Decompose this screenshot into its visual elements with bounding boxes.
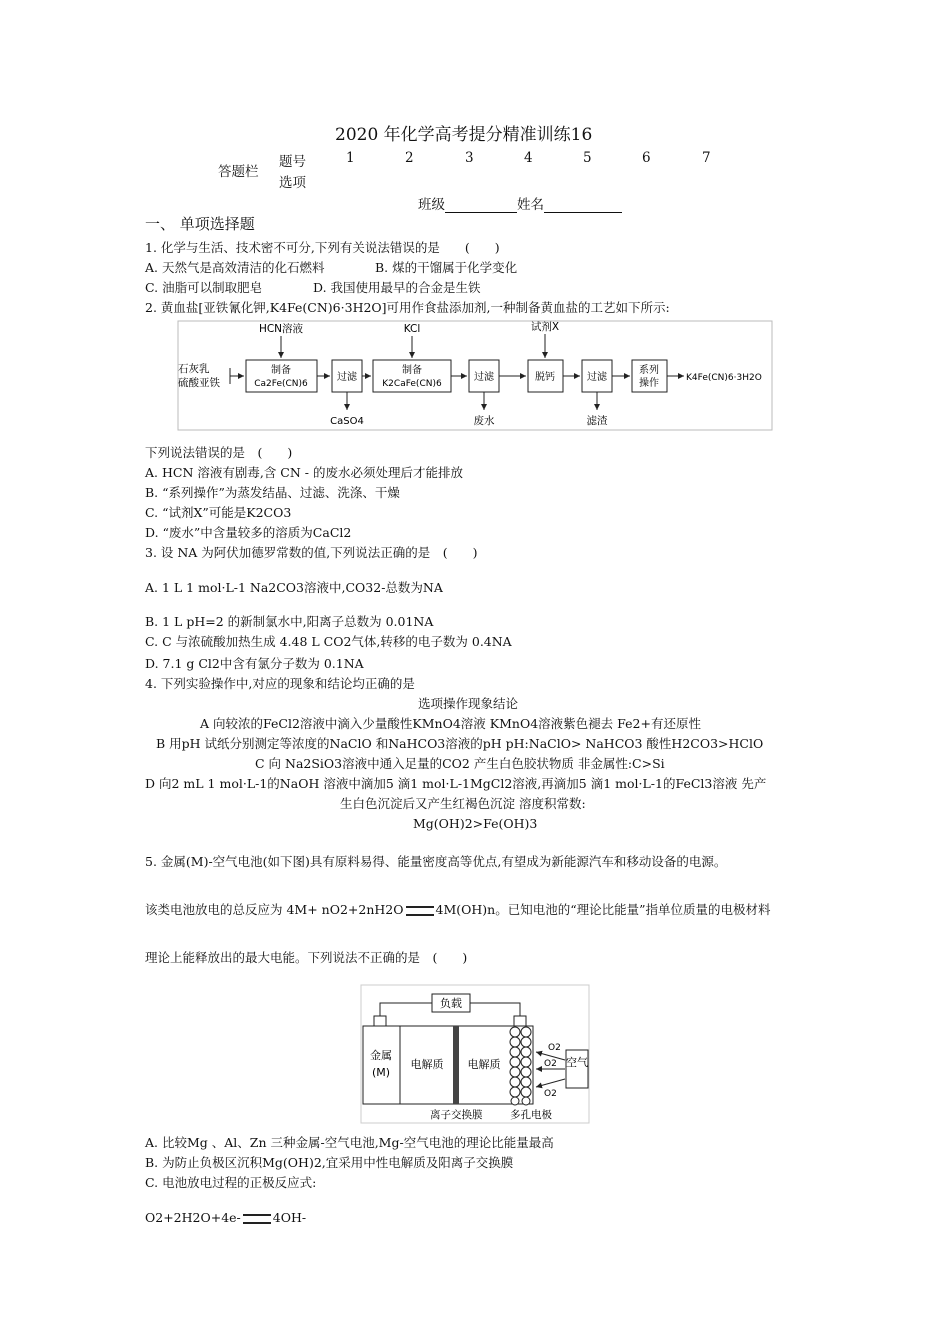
q5-reaction-left: 该类电池放电的总反应为 4M+ nO2+2nH2O [145,902,404,917]
membrane-label: 离子交换膜 [430,1109,483,1121]
q5-option-a: A. 比较Mg 、Al、Zn 三种金属-空气电池,Mg-空气电池的理论比能量最高 [145,1135,554,1150]
q3-stem: 3. 设 NA 为阿伏加德罗常数的值,下列说法正确的是 ( ) [145,545,478,560]
equals-sign-icon [243,1214,271,1224]
answer-bar-label: 答题栏 [218,164,259,180]
air-label: 空气 [566,1056,588,1069]
q2-sub-stem: 下列说法错误的是 ( ) [145,445,293,460]
box5-text: 脱钙 [535,372,555,383]
electrolyte-right: 电解质 [467,1058,501,1071]
q2-stem: 2. 黄血盐[亚铁氰化钾,K4Fe(CN)6·3H2O]可用作食盐添加剂,一种制备黄血盐的工艺如下所示: [145,300,670,315]
q4-row-d: D 向2 mL 1 mol·L-1的NaOH 溶液中滴加5 滴1 mol·L-1MgCl2溶液,再滴加5 滴1 mol·L-1的FeCl3溶液 先产 [145,776,767,791]
load-label: 负载 [440,997,462,1010]
q5-stem-line3: 理论上能释放出的最大电能。下列说法不正确的是 ( ) [145,950,468,965]
q2-option-a: A. HCN 溶液有剧毒,含 CN - 的废水必须处理后才能排放 [145,465,463,480]
answer-bar-row-option-label: 选项 [279,175,306,191]
output-waste-water: 废水 [473,415,495,427]
equals-sign-icon [406,906,434,916]
page-title: 2020 年化学高考提分精准训练16 [335,125,593,145]
box3-line2: K2CaFe(CN)6 [382,379,442,389]
process-flow-diagram [176,318,776,433]
question-number: 2 [405,150,414,166]
box2-text: 过滤 [337,372,357,383]
q5-c-eq-left: O2+2H2O+4e- [145,1210,241,1225]
q3-option-d: D. 7.1 g Cl2中含有氯分子数为 0.1NA [145,656,364,671]
name-label: 姓名 [517,197,544,213]
q5-c-eq-right: 4OH- [272,1210,307,1225]
input-ferrous-sulfate: 硫酸亚铁 [178,377,220,389]
box1-line1: 制备 [271,365,291,376]
box7-line2: 操作 [639,378,659,389]
q3-option-b: B. 1 L pH=2 的新制氯水中,阳离子总数为 0.01NA [145,614,434,629]
reagent-kcl: KCl [403,323,421,335]
q4-row-d-line2: 生白色沉淀后又产生红褐色沉淀 溶度积常数: [340,796,586,811]
reagent-x: 试剂X [530,321,560,333]
q4-table-header: 选项操作现象结论 [418,696,519,711]
q5-stem: 5. 金属(M)-空气电池(如下图)具有原料易得、能量密度高等优点,有望成为新能源汽车和移动设备的电源。 [145,854,727,869]
answer-bar-row-number-label: 题号 [279,154,306,170]
question-number: 4 [524,150,533,166]
q2-option-b: B. “系列操作”为蒸发结晶、过滤、洗涤、干燥 [145,485,400,500]
o2-label-1: O2 [548,1043,561,1053]
metal-label: 金属 [370,1049,392,1062]
o2-label-2: O2 [544,1059,557,1069]
q2-option-d: D. “废水”中含量较多的溶质为CaCl2 [145,525,352,540]
box4-text: 过滤 [474,372,494,383]
q5-option-b: B. 为防止负极区沉积Mg(OH)2,宜采用中性电解质及阳离子交换膜 [145,1155,514,1170]
metal-m-label: (M) [371,1066,391,1079]
box7-line1: 系列 [639,365,659,376]
box3-line1: 制备 [402,365,422,376]
class-label: 班级 [418,197,445,213]
question-number: 7 [702,150,711,166]
q4-row-b: B 用pH 试纸分别测定等浓度的NaClO 和NaHCO3溶液的pH pH:NaClO> NaHCO3 酸性H2CO3>HClO [156,736,764,751]
section-heading: 一、 单项选择题 [145,215,255,233]
question-number: 5 [583,150,592,166]
q4-row-c: C 向 Na2SiO3溶液中通入足量的CO2 产生白色胶状物质 非金属性:C>Si [255,756,665,771]
output-filter-residue: 滤渣 [586,415,608,427]
o2-label-3: O2 [544,1089,557,1099]
q5-reaction-right: 4M(OH)n。已知电池的“理论比能量”指单位质量的电极材料 [435,902,771,917]
electrolyte-left: 电解质 [410,1058,444,1071]
class-blank[interactable] [445,198,517,213]
reagent-hcn: HCN溶液 [258,323,304,335]
q1-option-d: D. 我国使用最早的合金是生铁 [313,280,481,295]
q2-option-c: C. “试剂X”可能是K2CO3 [145,505,292,520]
q4-row-a: A 向较浓的FeCl2溶液中滴入少量酸性KMnO4溶液 KMnO4溶液紫色褪去 Fe2+有还原性 [200,716,701,731]
cell-body [363,1026,533,1104]
question-number: 6 [642,150,651,166]
q3-option-a: A. 1 L 1 mol·L-1 Na2CO3溶液中,CO32-总数为NA [145,580,443,595]
q1-option-b: B. 煤的干馏属于化学变化 [375,260,518,275]
box6-text: 过滤 [587,372,607,383]
q1-option-a: A. 天然气是高效清洁的化石燃料 [145,260,325,275]
input-lime-milk: 石灰乳 [178,363,210,375]
product-label: K4Fe(CN)6·3H2O [686,373,762,383]
question-number: 1 [346,150,355,166]
q1-option-c: C. 油脂可以制取肥皂 [145,280,263,295]
q1-stem: 1. 化学与生活、技术密不可分,下列有关说法错误的是 ( ) [145,240,500,255]
ion-exchange-membrane [453,1026,459,1104]
q5-option-c: C. 电池放电过程的正极反应式: [145,1175,317,1190]
q4-row-d-line3: Mg(OH)2>Fe(OH)3 [413,816,538,831]
q3-option-c: C. C 与浓硫酸加热生成 4.48 L CO2气体,转移的电子数为 0.4NA [145,634,512,649]
q4-stem: 4. 下列实验操作中,对应的现象和结论均正确的是 [145,676,415,691]
name-blank[interactable] [544,198,622,213]
electrode-label: 多孔电极 [510,1109,552,1121]
battery-diagram [360,984,590,1124]
question-number: 3 [465,150,474,166]
box1-line2: Ca2Fe(CN)6 [254,379,308,389]
output-caso4: CaSO4 [330,416,364,427]
